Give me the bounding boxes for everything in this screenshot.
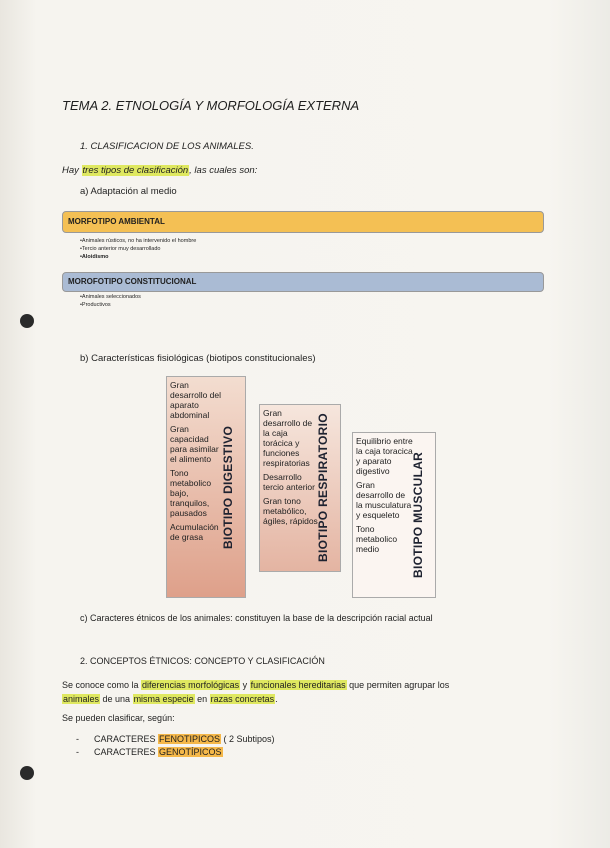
list-item: •Animales rústicos, no ha intervenido el hombre [80, 238, 197, 244]
morfotipo-ambiental-list [80, 237, 196, 261]
biotipo-line: Tono metabolico bajo, tranquilos, pausados [170, 468, 212, 518]
intro-line [62, 165, 257, 176]
section-2-heading: 2. CONCEPTOS ÉTNICOS: CONCEPTO Y CLASIFICACIÓN [80, 656, 325, 666]
morfotipo-constitucional-box: MOROFOTIPO CONSTITUCIONAL [62, 272, 544, 292]
list-item: •Productivos [80, 302, 111, 308]
biotipo-line: Desarrollo tercio anterior [263, 472, 315, 492]
para-highlight: animales [63, 694, 100, 704]
biotipo-line: Gran desarrollo de la caja torácica y funciones respiratorias [263, 408, 313, 468]
biotipo-line: Gran tono metabólico, ágiles, rápidos [263, 496, 318, 526]
morfotipo-ambiental-box: MORFOTIPO AMBIENTAL [62, 211, 544, 233]
binder-hole [20, 314, 34, 328]
biotipo-text [263, 408, 319, 530]
biotipo-text [356, 436, 414, 558]
para-text: en [194, 694, 210, 704]
classify-intro: Se pueden clasificar, según: [62, 713, 175, 723]
intro-post: , las cuales son: [189, 165, 258, 176]
binder-hole [20, 766, 34, 780]
list-item [76, 733, 275, 746]
subheading-a: a) Adaptación al medio [80, 186, 177, 197]
biotipo-respiratorio-card [259, 404, 341, 572]
para-text: que permiten agrupar los [346, 680, 450, 690]
para-highlight: funcionales hereditarias [250, 680, 346, 690]
item-prefix: CARACTERES [94, 747, 159, 757]
item-suffix: ( 2 Subtipos) [221, 734, 275, 744]
section-1-heading: 1. CLASIFICACION DE LOS ANIMALES. [80, 141, 254, 152]
biotipo-line: Acumulación de grasa [170, 522, 219, 542]
biotipo-line: Gran capacidad para asimilar el alimento [170, 424, 219, 464]
biotipo-label: BIOTIPO RESPIRATORIO [316, 413, 330, 563]
intro-highlight: tres tipos de clasificación [82, 165, 189, 176]
page-title: TEMA 2. ETNOLOGÍA Y MORFOLOGÍA EXTERNA [62, 98, 360, 113]
list-item: •Tercio anterior muy desarrollado [80, 246, 161, 252]
biotipo-digestivo-card [166, 376, 246, 598]
para-text: de una [100, 694, 133, 704]
para-highlight: misma especie [133, 694, 194, 704]
biotipo-line: Gran desarrollo de la musculatura y esqueleto [356, 480, 412, 520]
item-highlight: FENOTIPICOS [159, 734, 221, 744]
morfotipo-constitucional-list [80, 293, 141, 309]
list-item: •Animales seleccionados [80, 294, 141, 300]
list-item [76, 746, 275, 759]
biotipo-line: Tono metabolico medio [356, 524, 398, 554]
subheading-c: c) Caracteres étnicos de los animales: constituyen la base de la descripción racial actual [80, 613, 433, 623]
biotipo-line: Equilibrio entre la caja toracica y aparato digestivo [356, 436, 413, 476]
intro-pre: Hay [62, 165, 82, 176]
section-2-paragraph [62, 678, 482, 706]
biotipo-label: BIOTIPO MUSCULAR [411, 451, 425, 579]
item-highlight: GENOTÍPICOS [159, 747, 222, 757]
caracteres-list [76, 733, 275, 759]
para-text: y [240, 680, 250, 690]
para-text: Se conoce como la [62, 680, 142, 690]
item-prefix: CARACTERES [94, 734, 159, 744]
para-highlight: diferencias morfológicas [142, 680, 240, 690]
para-text: . [275, 694, 278, 704]
biotipo-line: Gran desarrollo del aparato abdominal [170, 380, 222, 420]
list-item: •Aloidismo [80, 254, 109, 260]
para-highlight: razas concretas [210, 694, 275, 704]
subheading-b: b) Características fisiológicas (biotipos constitucionales) [80, 353, 316, 364]
biotipo-muscular-card [352, 432, 436, 598]
biotipo-text [170, 380, 224, 546]
biotipo-label: BIOTIPO DIGESTIVO [221, 425, 235, 549]
